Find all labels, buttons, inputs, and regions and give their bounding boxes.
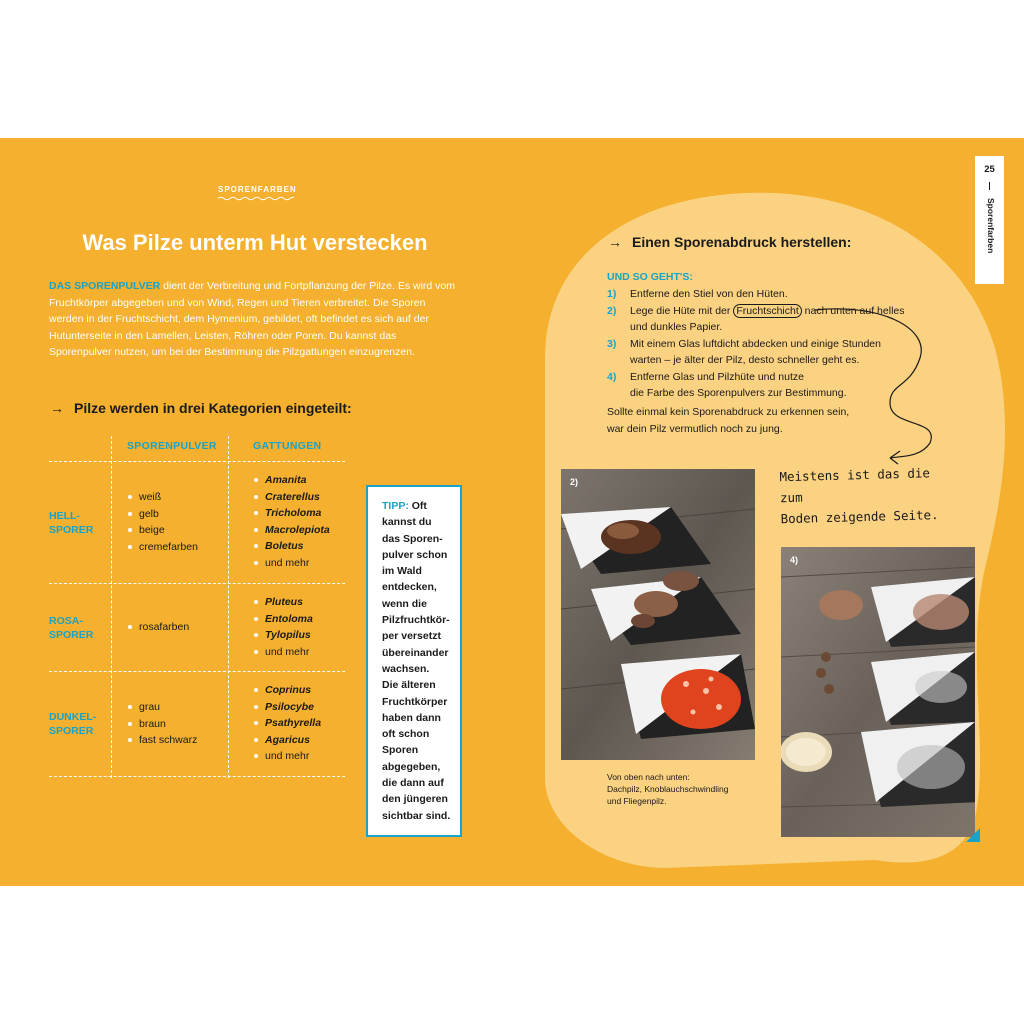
genus-list — [253, 682, 321, 765]
howto-heading: → Einen Sporenabdruck herstellen: — [608, 234, 852, 250]
wave-underline — [218, 196, 294, 201]
photo-spore-prints-1 — [561, 469, 755, 760]
tab-separator — [989, 182, 990, 190]
section-label: SPORENFARBEN — [218, 185, 294, 201]
color-list — [127, 699, 197, 749]
step-item: 1) Entferne den Stiel von den Hüten. — [607, 288, 788, 300]
step-item: 4) Entferne Glas und Pilzhüte und nutze die Farbe des Sporenpulvers zur Bestimmung. — [607, 370, 847, 399]
list-item: Coprinus — [253, 682, 321, 699]
list-item: weiß — [127, 489, 198, 506]
genus-list — [253, 472, 330, 571]
intro-lead: DAS SPORENPULVER — [49, 280, 161, 292]
arrow-right-icon: → — [50, 400, 64, 416]
list-item: Psilocybe — [253, 699, 321, 716]
table-divider — [49, 776, 345, 777]
howto-label: UND SO GEHT'S: — [607, 271, 693, 283]
step-item: 3) Mit einem Glas luftdicht abdecken und einige Stunden warten – je älter der Pilz, desto schneller geht es. — [607, 337, 881, 366]
categories-heading: → Pilze werden in drei Kategorien eingeteilt: — [50, 400, 352, 416]
table-divider — [111, 436, 112, 778]
row-label-rosasporer: ROSA- SPORER — [49, 615, 94, 641]
chapter-tab — [975, 156, 1004, 284]
list-item: gelb — [127, 506, 198, 523]
row-label-hellsporer: HELL- SPORER — [49, 510, 94, 536]
tip-text: TIPP: Oft kannst du das Sporen- pulver schon im Wald entdecken, wenn die Pilzfruchtkör- per versetzt übereinander wachsen. Die älteren Fruchtkörper haben dann oft schon Sporen abgegeben, die dann auf den jüngeren sichtbar sind. — [382, 500, 451, 822]
list-item: Tricholoma — [253, 505, 330, 522]
list-item: und mehr — [253, 644, 313, 661]
step-item: 2) Lege die Hüte mit der Fruchtschicht nach unten auf helles und dunkles Papier. — [607, 304, 905, 333]
table-divider — [49, 671, 345, 672]
photo-label: 2) — [570, 477, 579, 487]
curved-arrow-icon — [780, 308, 950, 468]
book-spread — [0, 138, 1024, 886]
column-header-gattungen: GATTUNGEN — [253, 440, 322, 452]
table-divider — [49, 461, 345, 462]
handwritten-note: Meistens ist das die zum Boden zeigende Seite. — [779, 465, 939, 527]
column-header-sporenpulver: SPORENPULVER — [127, 440, 217, 452]
photo-spore-prints-2 — [781, 547, 975, 837]
arrow-right-icon: → — [608, 234, 622, 250]
photo-caption: Von oben nach unten: Dachpilz, Knoblauchschwindling und Fliegenpilz. — [607, 772, 729, 806]
color-list — [127, 489, 198, 555]
tab-title: Sporenfarben — [986, 198, 996, 254]
photo-label: 4) — [790, 555, 799, 565]
color-list — [127, 619, 189, 636]
list-item: und mehr — [253, 748, 321, 765]
list-item: Tylopilus — [253, 627, 313, 644]
intro-paragraph — [49, 278, 459, 361]
list-item: Amanita — [253, 472, 330, 489]
list-item: rosafarben — [127, 619, 189, 636]
page-number: 25 — [984, 164, 995, 175]
list-item: Craterellus — [253, 489, 330, 506]
list-item: Psathyrella — [253, 715, 321, 732]
corner-triangle-icon — [966, 828, 980, 842]
circled-word: Fruchtschicht — [733, 304, 801, 318]
list-item: beige — [127, 522, 198, 539]
note-text: Sollte einmal kein Sporenabdruck zu erkennen sein, war dein Pilz vermutlich noch zu jung. — [607, 406, 850, 435]
tip-box — [366, 485, 462, 837]
table-divider — [228, 436, 229, 778]
list-item: Pluteus — [253, 594, 313, 611]
list-item: Macrolepiota — [253, 522, 330, 539]
list-item: grau — [127, 699, 197, 716]
intro-text: dient der Verbreitung und Fortpflanzung der Pilze. Es wird vom Fruchtkörper abgegeben und von Wind, Regen und Tieren verbreitet. Die Sporen werden in der Fruchtschicht, dem Hymenium, gebildet, oft befindet es sich auf der Hutunterseite in den Lamellen, Leisten, Röhren oder Poren. Du kannst das Sporenpulver nutzen, um bei der Bestimmung die Pilzgattungen einzugrenzen. — [49, 280, 455, 358]
page-title: Was Pilze unterm Hut verstecken — [82, 230, 428, 255]
table-divider — [49, 583, 345, 584]
list-item: und mehr — [253, 555, 330, 572]
list-item: cremefarben — [127, 539, 198, 556]
tip-label: TIPP: — [382, 500, 409, 512]
list-item: braun — [127, 716, 197, 733]
list-item: Boletus — [253, 538, 330, 555]
list-item: Agaricus — [253, 732, 321, 749]
list-item: Entoloma — [253, 611, 313, 628]
row-label-dunkelsporer: DUNKEL- SPORER — [49, 711, 97, 737]
genus-list — [253, 594, 313, 660]
list-item: fast schwarz — [127, 732, 197, 749]
